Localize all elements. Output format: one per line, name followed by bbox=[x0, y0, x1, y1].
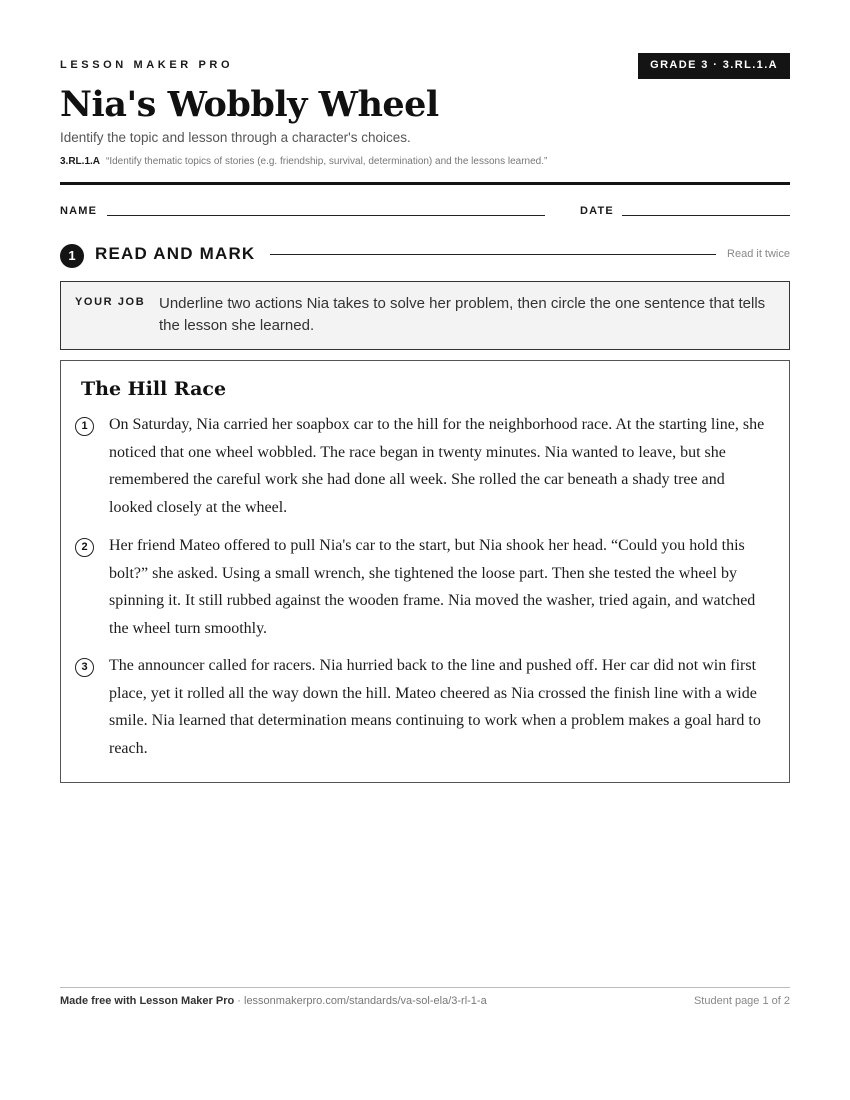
paragraph-number: 1 bbox=[75, 417, 94, 436]
name-label: NAME bbox=[60, 205, 98, 217]
paragraph-text[interactable]: Her friend Mateo offered to pull Nia's car to the start, but Nia shook her head. “Could you hold this bolt?” she asked. Using a small wrench, she tightened the loose part. Then she tested the wheel by spinning it. It still rubbed against the wooden frame. Nia moved the washer, tried again, and watched the wheel turn smoothly. bbox=[109, 537, 756, 637]
name-field[interactable] bbox=[107, 215, 545, 216]
page-subtitle: Identify the topic and lesson through a character's choices. bbox=[60, 130, 411, 145]
standard-text: “Identify thematic topics of stories (e.g. friendship, survival, determination) and the lessons learned.” bbox=[106, 156, 548, 167]
standard-line bbox=[60, 156, 547, 167]
paragraph-number: 2 bbox=[75, 538, 94, 557]
brand-name: LESSON MAKER PRO bbox=[60, 59, 234, 71]
passage-title: The Hill Race bbox=[81, 378, 227, 400]
paragraph-text[interactable]: The announcer called for racers. Nia hurried back to the line and pushed off. Her car did not win first place, yet it rolled all the way down the hill. Mateo cheered as Nia crossed the finish line with a wide smile. Nia learned that determination means continuing to work when a problem makes a goal hard to reach. bbox=[109, 657, 761, 757]
footer-made-with: Made free with Lesson Maker Pro bbox=[60, 995, 235, 1007]
paragraph-text[interactable]: On Saturday, Nia carried her soapbox car to the hill for the neighborhood race. At the starting line, she noticed that one wheel wobbled. The race began in twenty minutes. Nia wanted to leave, but she remembered the careful work she had done all week. She rolled the car beneath a shady tree and looked closely at the wheel. bbox=[109, 416, 765, 516]
section-hint: Read it twice bbox=[727, 248, 790, 260]
section-number-badge: 1 bbox=[60, 244, 84, 268]
section-divider bbox=[270, 254, 716, 255]
header-divider bbox=[60, 182, 790, 185]
footer-divider bbox=[60, 987, 790, 988]
date-field[interactable] bbox=[622, 215, 790, 216]
page-title: Nia's Wobbly Wheel bbox=[60, 84, 439, 125]
footer-url[interactable]: · lessonmakerpro.com/standards/va-sol-ela/3-rl-1-a bbox=[237, 995, 487, 1007]
section-title: READ AND MARK bbox=[95, 244, 256, 263]
job-instructions-box bbox=[60, 281, 790, 350]
grade-badge: GRADE 3 · 3.RL.1.A bbox=[638, 53, 790, 79]
reading-passage bbox=[60, 360, 790, 783]
footer-page-number: Student page 1 of 2 bbox=[693, 995, 790, 1007]
footer-credit bbox=[60, 995, 487, 1007]
standard-code: 3.RL.1.A bbox=[60, 156, 101, 167]
worksheet-page bbox=[60, 0, 790, 1100]
date-label: DATE bbox=[580, 205, 614, 217]
job-text: Underline two actions Nia takes to solve her problem, then circle the one sentence that tells the lesson she learned. bbox=[159, 295, 766, 334]
job-label: YOUR JOB bbox=[75, 296, 146, 308]
paragraph-number: 3 bbox=[75, 658, 94, 677]
